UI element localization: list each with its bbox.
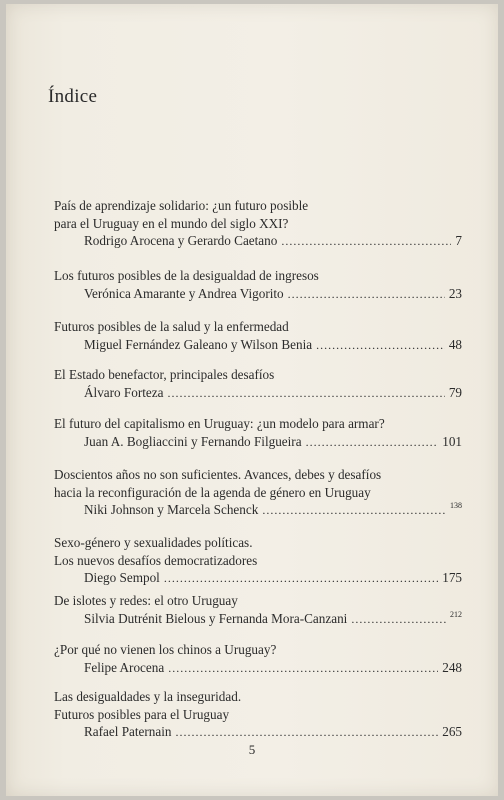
leader-dots [176,724,439,742]
entry-author: Rodrigo Arocena y Gerardo Caetano [84,233,278,248]
entry-page-number: 79 [448,384,462,400]
entry-title-line: Sexo-género y sexualidades políticas. [54,535,253,550]
entry-title-line: Doscientos años no son suficientes. Avances, debes y desafíos [54,467,382,482]
entry-page-number: 248 [442,659,462,675]
leader-dots [351,611,446,629]
entry-author: Rafael Paternain [84,724,172,739]
leader-dots [167,385,444,403]
entry-author: Felipe Arocena [84,659,165,675]
entry-author: Diego Sempol [84,570,160,585]
entry-author: Juan A. Bogliaccini y Fernando Filgueira [84,433,302,449]
toc-entry [54,534,462,588]
entry-title-line: Futuros posibles para el Uruguay [54,706,230,722]
leader-dots [168,660,438,678]
entry-page-number: 138 [450,501,462,510]
entry-page-number: 101 [442,433,462,449]
toc-entry [54,267,462,303]
entry-author: Niki Johnson y Marcela Schenck [84,502,259,517]
entry-title-line: Futuros posibles de la salud y la enfermedad [54,319,289,334]
entry-author-row [54,610,462,630]
leader-dots [288,286,445,304]
toc-entry [54,641,462,677]
leader-dots [281,233,451,251]
entry-page-number: 48 [448,336,462,352]
entry-author-row [54,336,462,355]
entry-title-line: Los nuevos desafíos democratizadores [54,552,258,568]
leader-dots [316,337,445,355]
book-page [6,4,498,796]
toc-entry [54,592,462,629]
entry-author: Verónica Amarante y Andrea Vigorito [84,285,284,301]
entry-title-line: País de aprendizaje solidario: ¿un futuro posible [54,198,309,213]
entry-title-line: El Estado benefactor, principales desafíos [54,367,275,382]
index-heading: Índice [48,86,98,107]
entry-author-row [54,569,462,588]
entry-page-number: 175 [442,570,462,585]
entry-author: Miguel Fernández Galeano y Wilson Benia [84,336,313,352]
entry-author-row [54,232,462,251]
leader-dots [306,434,439,452]
entry-author-row [54,433,462,452]
entry-author-row [54,285,462,304]
entry-title-line: para el Uruguay en el mundo del siglo XXI? [54,215,289,231]
entry-author: Silvia Dutrénit Bielous y Fernanda Mora-Canzani [84,610,348,626]
entry-page-number: 265 [442,724,462,739]
entry-page-number: 212 [450,609,462,619]
toc-entry [54,415,462,451]
page-number: 5 [248,742,256,757]
entry-page-number: 7 [455,233,462,248]
toc-entry [54,318,462,354]
entry-author-row [54,659,462,678]
leader-dots [164,570,438,588]
toc-entry [54,688,462,742]
toc-entry [54,197,462,251]
entry-title-line: ¿Por qué no vienen los chinos a Uruguay? [54,642,277,657]
entry-title-line: hacia la reconfiguración de la agenda de género en Uruguay [54,484,371,500]
toc-entry [54,466,462,521]
entry-title-line: De islotes y redes: el otro Uruguay [54,593,238,608]
entry-author: Álvaro Forteza [84,384,164,400]
leader-dots [262,502,446,520]
entry-author-row [54,723,462,742]
entry-page-number: 23 [448,285,462,301]
entry-author-row [54,384,462,403]
entry-author-row [54,501,462,521]
entry-title-line: Las desigualdades y la inseguridad. [54,689,242,704]
entry-title-line: Los futuros posibles de la desigualdad de ingresos [54,268,319,283]
entry-title-line: El futuro del capitalismo en Uruguay: ¿un modelo para armar? [54,416,385,431]
toc-entry [54,366,462,402]
